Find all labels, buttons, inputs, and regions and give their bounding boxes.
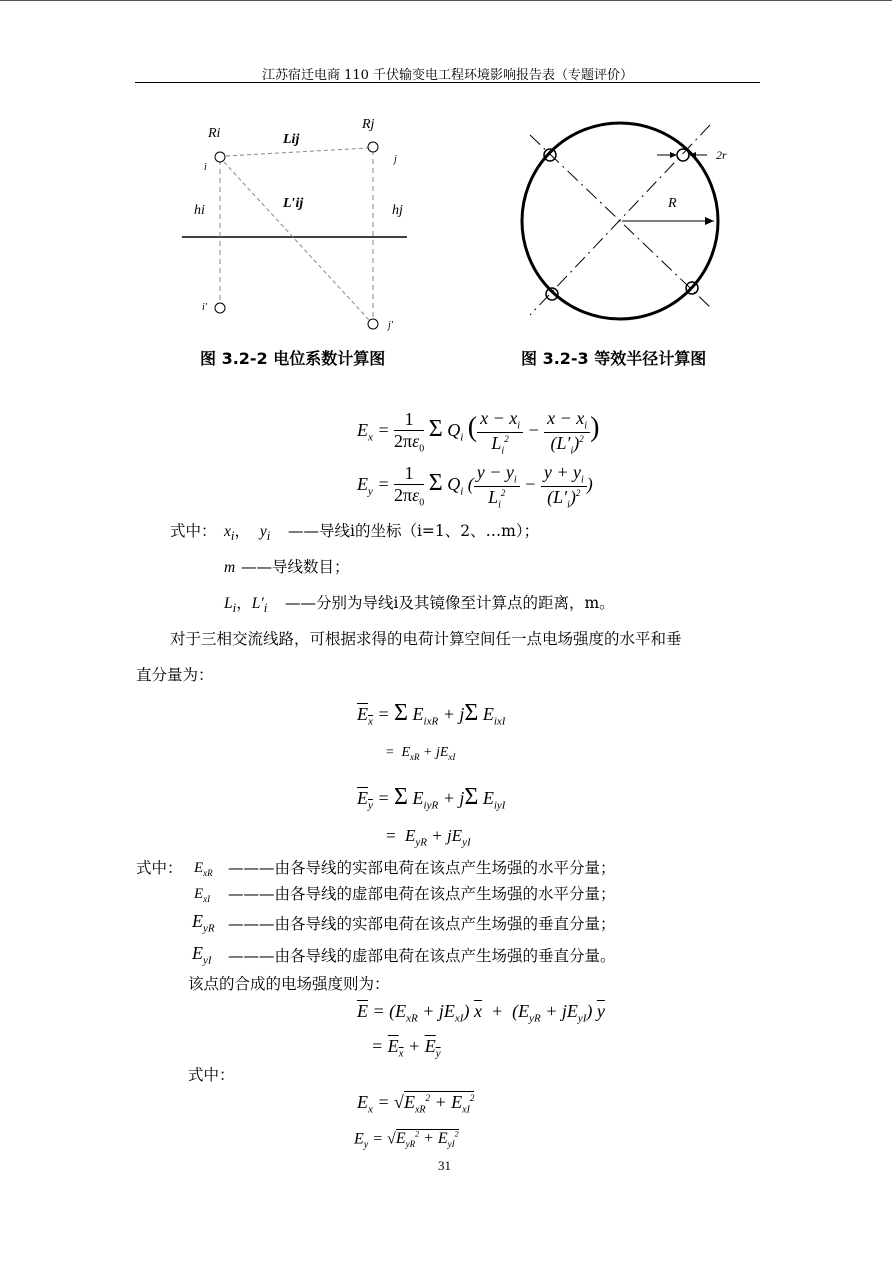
figure2-caption: 图 3.2-3 等效半径计算图: [521, 349, 707, 368]
image-i: [215, 303, 225, 313]
paragraph-line-1: 对于三相交流线路，可根据求得的电荷计算空间任一点电场强度的水平和垂: [170, 630, 682, 648]
xi-yi-description: ——导线i的坐标（i=1、2、…m）；: [288, 522, 540, 540]
ExR-symbol: $E_{xR}$: [194, 860, 213, 878]
top-border: [0, 0, 892, 1]
EyI-symbol: $E_{yI}$: [192, 943, 212, 967]
label-Lij: Lij: [283, 132, 300, 147]
equation-ey-vector: $E_y = \Sigma$ $E_{iyR} + j\Sigma$ $E_{iyI}$: [357, 784, 506, 812]
equation-ex-field: $E_x$ = $\frac{1}{2\pi\varepsilon_0}$ Σ $Q_i$ ( $\frac{x - x_i}{L_i^2}$ − $\frac{x - x_i}{(L'_i)^2}$ ): [357, 408, 600, 457]
equation-ex-vector: $E_x = \Sigma$ $E_{ixR} + j\Sigma$ $E_{ixI}$: [357, 700, 506, 728]
line-Lij: [226, 148, 368, 156]
L-symbols: $L_i$，$L'_i$: [224, 594, 268, 616]
EyI-description: ———由各导线的虚部电荷在该点产生场强的垂直分量。: [228, 947, 616, 965]
equation-e-total-2: = $E_x + E_y$: [371, 1036, 441, 1060]
EyR-description: ———由各导线的实部电荷在该点产生场强的垂直分量；: [228, 915, 616, 933]
subconductor-2: [677, 149, 689, 161]
equation-ey-magnitude: $E_y = √E_{yR}^2 + E_{yI}^2$: [354, 1130, 459, 1151]
label-Lpij: L′ij: [283, 196, 304, 211]
where-label-1: 式中：: [170, 522, 217, 540]
dash-dot-line-2: [530, 125, 710, 315]
label-j: j: [394, 154, 397, 165]
where-label-3: 式中：: [188, 1066, 235, 1084]
page-header: 江苏宿迁电商 110 千伏输变电工程环境影响报告表（专题评价）: [261, 68, 634, 83]
conductor-j: [368, 142, 378, 152]
where-label-2: 式中：: [136, 859, 183, 877]
figure1-caption: 图 3.2-2 电位系数计算图: [200, 349, 386, 368]
label-hj: hj: [392, 203, 403, 218]
equation-ey-vector-2: = $E_{yR} + jE_{yI}$: [385, 826, 471, 849]
radius-arrow: [705, 217, 714, 225]
EyR-symbol: $E_{yR}$: [192, 911, 215, 935]
conductor-i: [215, 152, 225, 162]
label-hi: hi: [194, 203, 205, 218]
paragraph-line-2: 直分量为：: [136, 666, 214, 684]
label-2r: 2r: [716, 148, 727, 162]
header-rule: [135, 82, 760, 83]
page-number: 31: [438, 1158, 451, 1173]
L-description: ——分别为导线i及其镜像至计算点的距离，m。: [285, 594, 615, 612]
ExI-symbol: $E_{xI}$: [194, 886, 211, 904]
potential-coefficient-diagram: [170, 110, 430, 340]
label-ip: i′: [202, 302, 207, 313]
equation-ey-field: $E_y$ = $\frac{1}{2\pi\varepsilon_0}$ Σ $Q_i$ ( $\frac{y - y_i}{L_i^2}$ − $\frac{y + y_i}{(L'_i)^2}$ ): [357, 462, 593, 511]
equation-e-total: $\overline{E} = (E_{xR} + jE_{xI}) \overline{x} + (E_{yR} + jE_{yI})$ $\overline{y}$: [357, 1001, 605, 1025]
m-symbol: m: [224, 559, 236, 576]
label-jp: j′: [388, 320, 393, 331]
synthesis-text: 该点的合成的电场强度则为：: [188, 975, 390, 993]
equation-ex-vector-2: = $E_{xR} + jE_{xI}$: [385, 745, 456, 762]
ExI-description: ———由各导线的虚部电荷在该点产生场强的水平分量；: [228, 885, 616, 903]
image-j: [368, 319, 378, 329]
label-Rj: Rj: [362, 117, 375, 132]
line-Lpij: [224, 162, 369, 320]
equivalent-radius-diagram: [510, 115, 760, 335]
ExR-description: ———由各导线的实部电荷在该点产生场强的水平分量；: [228, 859, 616, 877]
label-R: R: [668, 196, 677, 211]
label-i: i: [204, 162, 207, 173]
xi-yi-symbols: $x_i$， $y_i$: [224, 522, 271, 544]
equation-ex-magnitude: $E_x = √E_{xR}^2 + E_{xI}^2$: [357, 1092, 475, 1116]
m-description: ——导线数目；: [241, 558, 350, 576]
label-Ri: Ri: [208, 126, 221, 141]
